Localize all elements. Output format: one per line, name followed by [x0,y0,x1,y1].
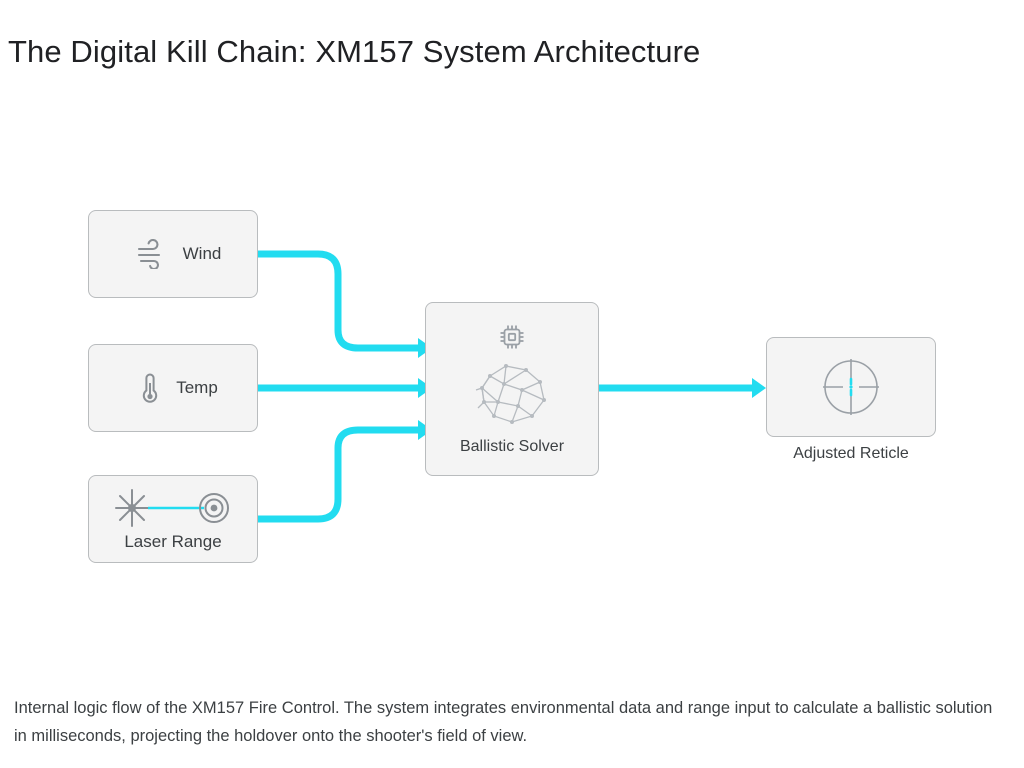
node-temp[interactable] [88,344,258,432]
node-adjusted-reticle[interactable] [766,337,936,437]
node-wind-label: Wind [182,244,222,263]
node-temp-label: Temp [176,378,218,397]
node-laser-range-label: Laser Range [124,532,222,551]
laser-target-icon [108,486,238,530]
chip-icon [497,322,527,352]
node-adjusted-reticle-label: Adjusted Reticle [793,445,909,462]
node-wind[interactable] [88,210,258,298]
brain-network-icon [460,356,564,432]
thermometer-icon [138,370,162,406]
node-ballistic-solver[interactable] [425,302,599,476]
node-laser-range[interactable] [88,475,258,563]
wind-icon [135,239,169,269]
crosshair-reticle-icon [815,351,887,423]
node-ballistic-solver-label: Ballistic Solver [459,438,565,455]
figure-caption: Internal logic flow of the XM157 Fire Control. The system integrates environmental data and range input to calculate a ballistic solution in milliseconds, projecting the holdover onto the shooter's field of view. [14,699,993,745]
page-title: The Digital Kill Chain: XM157 System Architecture [8,34,701,69]
